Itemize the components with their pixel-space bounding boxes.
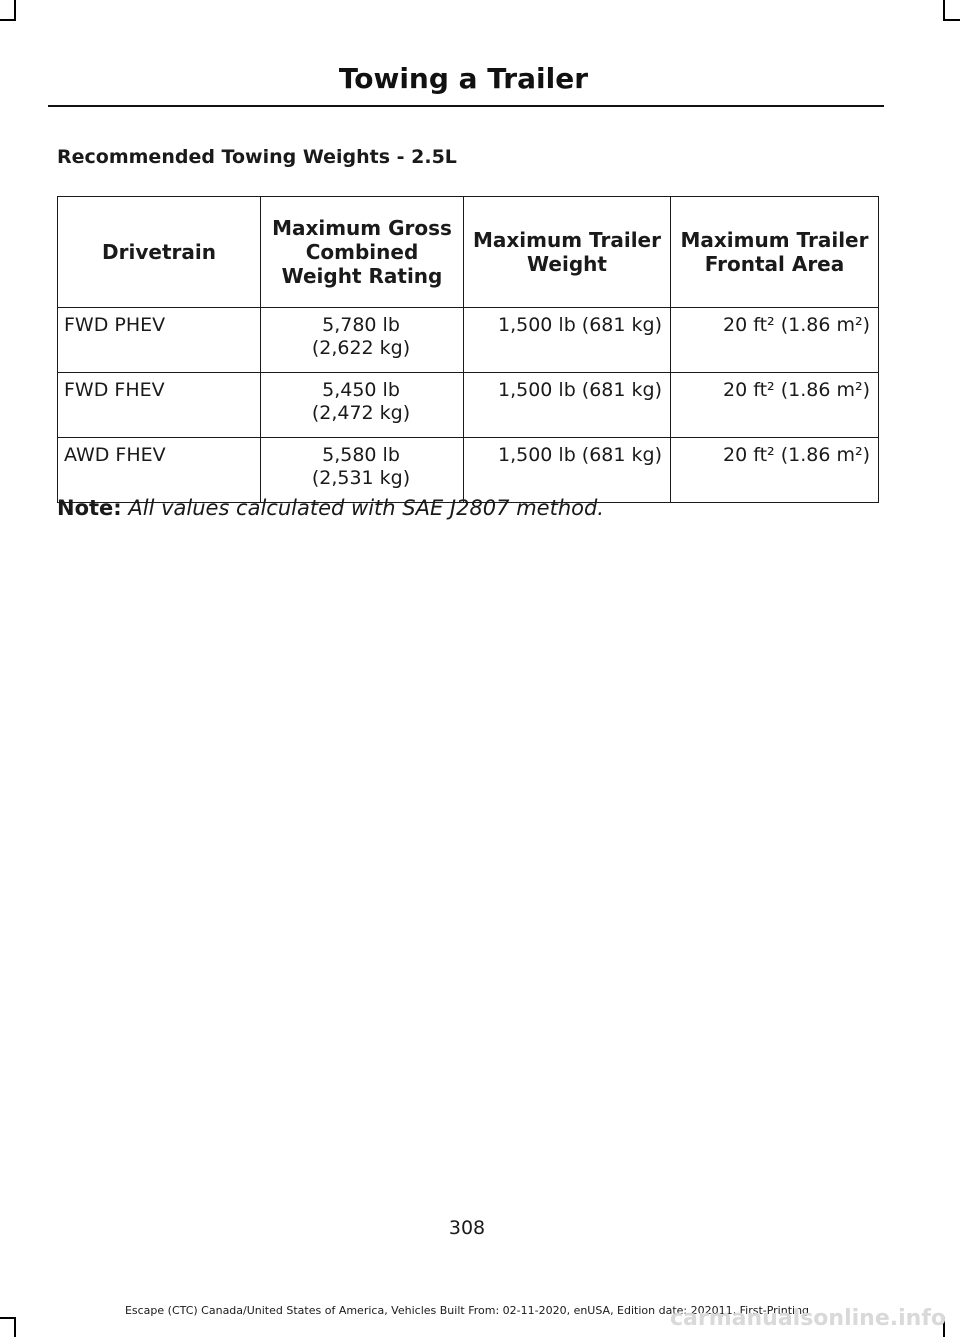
cell-gcwr-kg: (2,622 kg) xyxy=(311,337,411,359)
cell-gcwr xyxy=(261,438,464,503)
crop-mark-top-left-h xyxy=(0,19,16,21)
header-rule xyxy=(48,105,884,107)
crop-mark-bottom-left-v xyxy=(14,1317,16,1337)
cell-frontal-area: 20 ft² (1.86 m²) xyxy=(671,373,879,438)
header-gcwr: Maximum Gross Combined Weight Rating xyxy=(261,197,464,308)
cell-trailer-weight: 1,500 lb (681 kg) xyxy=(464,308,671,373)
table-title: Recommended Towing Weights - 2.5L xyxy=(57,146,457,168)
page-number: 308 xyxy=(448,1217,486,1239)
header-trailer-weight: Maximum Trailer Weight xyxy=(464,197,671,308)
cell-gcwr-kg: (2,472 kg) xyxy=(311,402,411,424)
towing-weights-table xyxy=(57,196,879,503)
table-row xyxy=(58,373,879,438)
cell-gcwr xyxy=(261,373,464,438)
table-row xyxy=(58,438,879,503)
crop-mark-bottom-left-h xyxy=(0,1317,16,1319)
cell-trailer-weight: 1,500 lb (681 kg) xyxy=(464,373,671,438)
cell-gcwr-lb: 5,780 lb xyxy=(322,314,400,336)
table-header-row xyxy=(58,197,879,308)
crop-mark-top-right-v xyxy=(943,0,945,20)
note-text: All values calculated with SAE J2807 method. xyxy=(128,496,604,520)
cell-gcwr-lb: 5,580 lb xyxy=(322,444,400,466)
note-label: Note: xyxy=(57,496,122,520)
cell-gcwr-kg: (2,531 kg) xyxy=(311,467,411,489)
cell-gcwr-lb: 5,450 lb xyxy=(322,379,400,401)
footer-text: Escape (CTC) Canada/United States of America, Vehicles Built From: 02-11-2020, enUSA, Edition date: 202011, First-Printing xyxy=(124,1304,810,1317)
cell-frontal-area: 20 ft² (1.86 m²) xyxy=(671,438,879,503)
cell-frontal-area: 20 ft² (1.86 m²) xyxy=(671,308,879,373)
cell-trailer-weight: 1,500 lb (681 kg) xyxy=(464,438,671,503)
cell-drivetrain: FWD FHEV xyxy=(58,373,261,438)
watermark: carmanualsonline.info xyxy=(670,1306,946,1331)
cell-gcwr xyxy=(261,308,464,373)
header-drivetrain: Drivetrain xyxy=(58,197,261,308)
crop-mark-top-left-v xyxy=(14,0,16,20)
crop-mark-top-right-h xyxy=(943,19,960,21)
cell-drivetrain: AWD FHEV xyxy=(58,438,261,503)
note xyxy=(57,496,604,520)
header-frontal-area: Maximum Trailer Frontal Area xyxy=(671,197,879,308)
section-title: Towing a Trailer xyxy=(338,62,588,95)
cell-drivetrain: FWD PHEV xyxy=(58,308,261,373)
table-row xyxy=(58,308,879,373)
